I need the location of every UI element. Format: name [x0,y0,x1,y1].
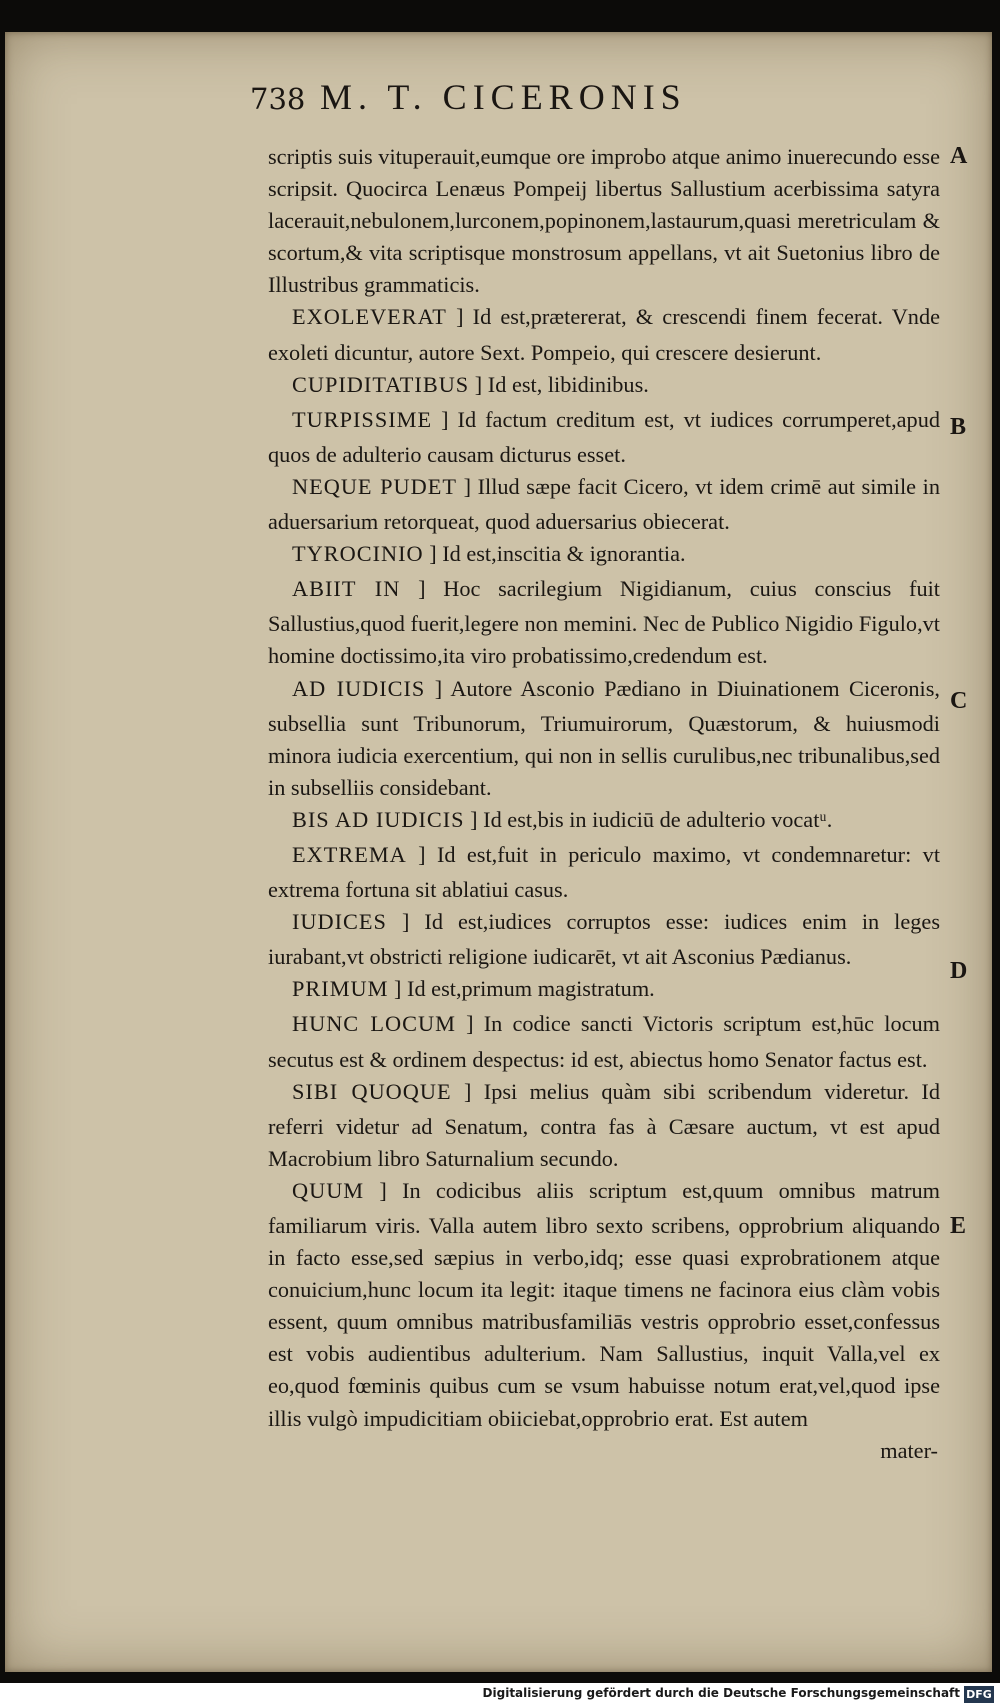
entry-lemma [292,806,465,832]
lemma-text: TURPISSIME [292,406,433,432]
lemma-text: QUUM [292,1177,365,1203]
entry-lemma [292,304,447,330]
commentary-text [268,141,940,1467]
lemma-text: EXTREMA [292,841,407,867]
margin-letter-d: D [950,958,968,984]
margin-letter-e: E [950,1213,967,1239]
entry-gloss: Id est, libidinibus. [487,371,649,397]
entry-gloss: Id est,iudices corruptos esse: iudices enim in leges iurabant,vt obstricti religione iudicarēt, vt ait Asconius Pædianus. [268,909,940,970]
commentary-entry [268,673,940,804]
lemma-bracket: ] [470,806,484,832]
opening-paragraph: scriptis suis vituperauit,eumque ore improbo atque animo inuerecundo esse scripsit. Quocirca Lenæus Pompeij libertus Sallustium acerbissima satyra lacerauit,nebulonem,lurconem,popinonem,lastaurum,quasi meretriculam & scortum,& vita scriptisque monstrosum appellans, vt ait Suetonius libro de Illustribus grammaticis. [268,144,940,298]
commentary-entry [268,1008,940,1075]
entry-gloss: Ipsi melius quàm sibi scribendum videretur. Id referri videtur ad Senatum, contra fas à Cæsare auctum, vt est apud Macrobium libro Saturnalium secundo. [268,1078,941,1171]
commentary-entry [268,973,940,1008]
lemma-text: ABIIT IN [292,576,401,602]
entry-gloss: Id est,primum magistratum. [407,976,655,1002]
lemma-text: CUPIDITATIBUS [292,371,470,397]
entry-lemma [292,1011,456,1037]
commentary-entry [268,906,940,973]
lemma-bracket: ] [456,304,473,330]
digitization-footer [0,1683,1000,1707]
running-title: M. T. CICERONIS [320,77,687,117]
lemma-bracket: ] [429,541,443,567]
commentary-entry [268,1175,940,1435]
catchword: mater- [880,1437,938,1463]
entry-lemma [292,976,389,1002]
lemma-text: IUDICES [292,909,387,935]
dfg-logo: DFG [964,1686,994,1703]
lemma-text: HUNC LOCUM [292,1011,456,1037]
margin-letter-c: C [950,688,968,714]
lemma-text: TYROCINIO [292,541,424,567]
entry-gloss: Id factum creditum est, vt iudices corrumperet,apud quos de adulterio causam dicturus esset. [268,406,941,467]
commentary-entry [268,369,940,404]
lemma-bracket: ] [418,841,437,867]
commentary-entry [268,301,940,368]
entry-gloss: Hoc sacrilegium Nigidianum, cuius conscius fuit Sallustius,quod fuerit,legere non memini. Nec de Publico Nigidio Figulo,vt homine doctissimo,ita viro probatissimo,credendum est. [268,576,940,669]
entry-lemma [292,675,426,701]
entry-gloss: Autore Asconio Pædiano in Diuinationem Ciceronis, subsellia sunt Tribunorum, Triumuirorum, Quæstorum, & huiusmodi minora iudicia exercentium, qui non in sellis curulibus,nec tribunalibus,sed in subselliis considebant. [268,675,940,800]
lemma-text: EXOLEVERAT [292,304,447,330]
entry-gloss: Id est,prætererat, & crescendi finem fecerat. Vnde exoleti dicuntur, autore Sext. Pompeio, qui crescere desierunt. [268,304,941,365]
entry-gloss: Id est,inscitia & ignorantia. [442,541,686,567]
commentary-entry [268,538,940,573]
page-number: 738 [250,82,306,116]
lemma-bracket: ] [434,675,451,701]
entry-lemma [292,1078,452,1104]
entry-gloss: Id est,fuit in periculo maximo, vt condemnaretur: vt extrema fortuna sit ablatiui casus. [268,841,941,903]
commentary-entry [268,573,940,672]
lemma-text: BIS AD IUDICIS [292,806,465,832]
entry-gloss: In codice sancti Victoris scriptum est,hūc locum secutus est & ordinem despectus: id est, abiectus homo Senator factus est. [268,1011,941,1072]
lemma-text: PRIMUM [292,976,389,1002]
commentary-entry [268,404,940,471]
entry-lemma [292,406,433,432]
lemma-bracket: ] [474,371,488,397]
commentary-entry [268,804,940,839]
commentary-entry [268,471,940,538]
lemma-text: NEQUE PUDET [292,473,457,499]
entry-gloss: In codicibus aliis scriptum est,quum omnibus matrum familiarum viris. Valla autem libro sexto scribens, opprobrium aliquando in facto esse,sed sæpius in verbo,idq; esse quasi exprobrationem atque conuicium,hunc locum ita legit: itaque timens ne facinora eius clàm vobis essent, quum omnibus matribusfamiliās vestris opprobrio esset,confessus est vobis audientibus adulterium. Nam Sallustius, inquit Valla,vel ex eo,quod fœminis quibus cum se vsum habuisse notum erat,vel,quod ipse illis vulgò impudicitiam obiiciebat,opprobrio erat. Est autem [268,1177,941,1431]
commentary-entry [268,839,940,906]
lemma-bracket: ] [379,1177,403,1203]
entry-lemma [292,841,407,867]
lemma-bracket: ] [466,1011,484,1037]
funding-credit: Digitalisierung gefördert durch die Deutsche Forschungsgemeinschaft [482,1686,960,1700]
lemma-bracket: ] [463,1078,484,1104]
lemma-bracket: ] [401,909,425,935]
entry-lemma [292,576,401,602]
commentary-entries [268,301,940,1434]
entry-lemma [292,371,470,397]
entry-lemma [292,1177,365,1203]
lemma-bracket: ] [441,406,458,432]
entry-gloss: Illud sæpe facit Cicero, vt idem crimē aut simile in aduersarium retorqueat, quod aduersarius obiecerat. [268,473,940,535]
margin-letter-a: A [950,143,968,169]
entry-lemma [292,473,457,499]
lemma-bracket: ] [418,576,444,602]
lemma-text: AD IUDICIS [292,675,426,701]
entry-lemma [292,909,387,935]
page-header [250,68,940,118]
lemma-bracket: ] [394,976,408,1002]
lemma-text: SIBI QUOQUE [292,1078,452,1104]
commentary-entry [268,1076,940,1175]
entry-lemma [292,541,424,567]
margin-letter-b: B [950,414,967,440]
entry-gloss: Id est,bis in iudiciū de adulterio vocatᵘ. [483,806,833,832]
lemma-bracket: ] [463,473,478,499]
